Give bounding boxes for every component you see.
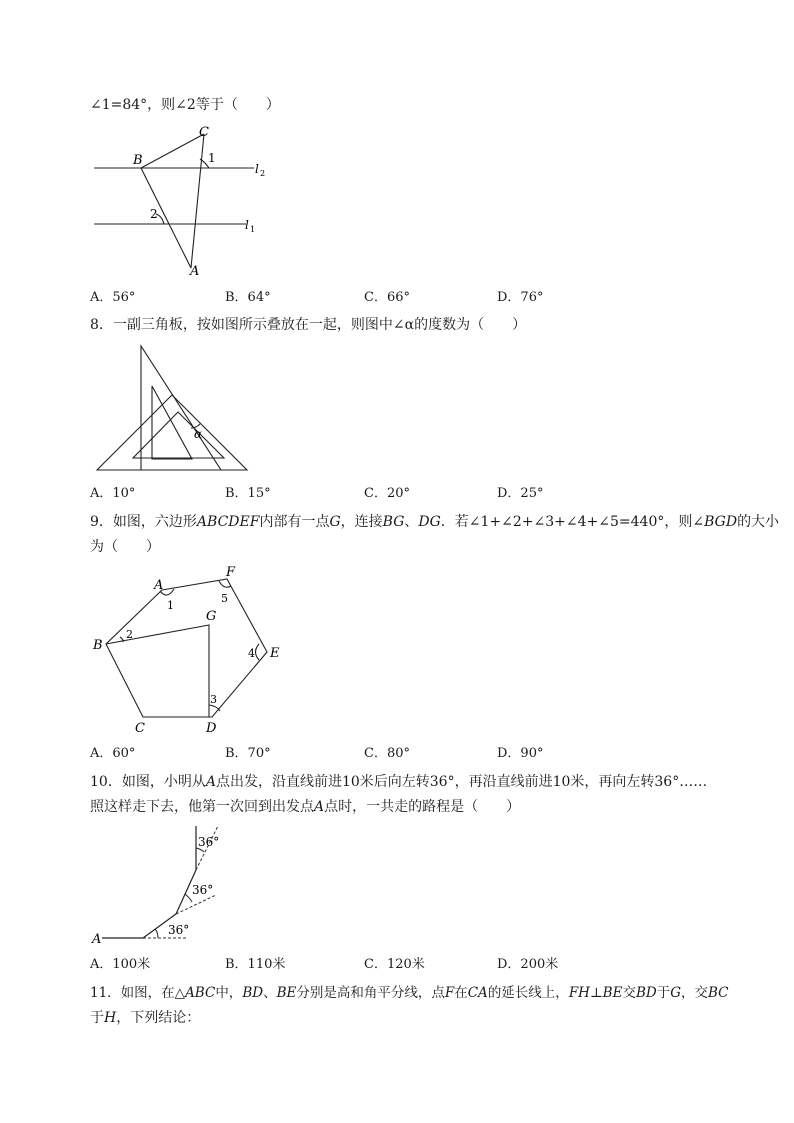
segment-ab [141, 168, 191, 268]
label-a: A [154, 578, 164, 593]
label-angle1: 36° [168, 923, 190, 937]
q9-stem-line1: 9．如图，六边形ABCDEF内部有一点G，连接BG、DG．若∠1+∠2+∠3+∠4+∠5=440°，则∠BGD的大小 [90, 514, 780, 530]
q8-stem: 8．一副三角板，按如图所示叠放在一起，则图中∠α的度数为（ ） [90, 317, 527, 333]
label-b: B [93, 638, 103, 653]
label-e: E [270, 646, 280, 661]
angle2-arc [185, 894, 192, 902]
q9-option-a[interactable]: A．60° [90, 746, 136, 761]
label-l1-sub: 1 [250, 225, 256, 234]
segment-ca [191, 134, 204, 268]
angle4-arc [256, 644, 260, 660]
label-c: C [199, 125, 209, 140]
extension-2 [176, 895, 216, 914]
q7-option-d[interactable]: D．76° [497, 290, 544, 305]
walking-path [102, 826, 196, 938]
label-n4: 4 [248, 647, 255, 660]
q7-option-a[interactable]: A．56° [90, 290, 136, 305]
label-a: A [92, 932, 102, 947]
q10-option-a[interactable]: A．100米 [90, 957, 151, 972]
q10-stem-line2: 照这样走下去，他第一次回到出发点A点时，一共走的路程是（ ） [90, 799, 521, 815]
label-angle2: 36° [192, 883, 214, 897]
q8-figure [92, 342, 252, 474]
q10-option-d[interactable]: D．200米 [497, 957, 559, 972]
q8-option-d[interactable]: D．25° [497, 486, 544, 501]
label-l2-sub: 2 [260, 169, 266, 178]
q10-figure [88, 824, 238, 950]
label-b: B [133, 153, 143, 168]
label-n1: 1 [167, 599, 174, 612]
label-f: F [226, 565, 236, 580]
q11-stem-line1: 11．如图，在△ABC中，BD、BE分别是高和角平分线，点F在CA的延长线上，FH⊥BE交BD于G，交BC [90, 985, 729, 1001]
label-angle2: 2 [150, 207, 158, 221]
q7-option-b[interactable]: B．64° [225, 290, 271, 305]
q9-stem-line2: 为（ ） [90, 539, 160, 555]
q9-figure [88, 562, 288, 740]
label-l1: l [245, 218, 249, 232]
q7-option-c[interactable]: C．66° [364, 290, 410, 305]
label-n2: 2 [126, 628, 133, 641]
q7-figure [88, 118, 278, 278]
label-alpha: α [194, 427, 203, 441]
q9-option-b[interactable]: B．70° [225, 746, 271, 761]
label-g: G [206, 609, 217, 624]
q10-option-c[interactable]: C．120米 [364, 957, 425, 972]
q10-option-b[interactable]: B．110米 [225, 957, 286, 972]
label-angle3: 36° [198, 835, 220, 849]
label-l2: l [255, 162, 259, 176]
set-square-large-outline [141, 346, 221, 470]
label-angle1: 1 [208, 151, 216, 165]
q11-stem-line2: 于H，下列结论： [90, 1010, 201, 1026]
q9-option-d[interactable]: D．90° [497, 746, 544, 761]
q10-stem-line1: 10．如图，小明从A点出发，沿直线前进10米后向左转36°，再沿直线前进10米，再向左转36°…… [90, 774, 708, 790]
hexagon-abcdef [106, 579, 267, 717]
label-c: C [135, 721, 145, 736]
q8-option-b[interactable]: B．15° [225, 486, 271, 501]
segment-bc [141, 134, 204, 168]
angle1-arc [155, 929, 158, 938]
q9-option-c[interactable]: C．80° [364, 746, 410, 761]
q8-option-a[interactable]: A．10° [90, 486, 136, 501]
set-square-large-inner [152, 386, 192, 459]
label-n3: 3 [210, 693, 217, 706]
label-n5: 5 [221, 592, 228, 605]
label-d: D [206, 721, 217, 736]
label-a: A [190, 264, 200, 279]
q8-option-c[interactable]: C．20° [364, 486, 410, 501]
q7-stem-tail: ∠1=84°，则∠2等于（ ） [90, 97, 280, 113]
